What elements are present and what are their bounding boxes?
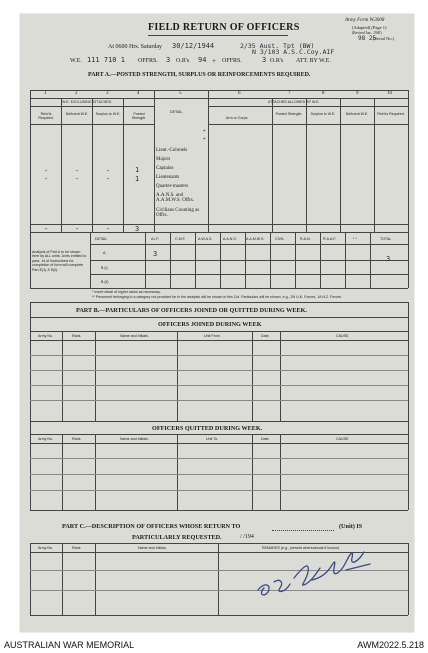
offrs-label-2: OFFRS.	[222, 58, 242, 64]
dash-mark: -	[75, 167, 80, 175]
left-col-head: Surplus to W.E.	[95, 112, 121, 116]
vline	[90, 232, 91, 288]
unit-blank	[272, 530, 334, 531]
part-b-top-rule	[30, 302, 408, 303]
part-c-col: Army No.	[38, 546, 53, 550]
quitted-col: Unit To.	[206, 437, 219, 441]
vline	[340, 98, 341, 232]
detail-row-label: B (i)	[101, 266, 108, 270]
detail-row-label: A.	[103, 251, 107, 255]
row-rule	[30, 370, 408, 371]
analysis-col: * *	[353, 237, 357, 241]
att-label: ATT. BY W.E.	[296, 58, 331, 64]
analysis-col: TOTAL	[380, 237, 392, 241]
quitted-title: OFFICERS QUITTED DURING WEEK.	[152, 425, 263, 432]
total-dash: -	[75, 225, 80, 233]
vline	[374, 98, 375, 232]
right-col-head: Rein'ts Required.	[377, 112, 405, 116]
vline	[30, 302, 31, 510]
attached-rule	[208, 106, 408, 107]
army-form-line3: (Revised Jan., 1940)	[352, 31, 382, 35]
vline	[61, 98, 62, 232]
archive-footer	[0, 636, 428, 653]
vline	[252, 331, 253, 421]
vline	[270, 232, 271, 288]
detail-row-label: DETAIL	[95, 237, 108, 241]
joined-col: Date.	[261, 334, 270, 338]
rule	[30, 443, 408, 444]
vline	[30, 543, 31, 615]
part-a-numrow-rule	[30, 98, 408, 99]
we-excl-label: W.E. EXCLUDING ATTACHED.	[62, 100, 113, 104]
row-rule	[30, 474, 408, 475]
joined-col: Name and Initials.	[120, 334, 149, 338]
plus-sign: +	[212, 57, 216, 65]
vline	[195, 232, 196, 288]
part-b-title: PART B.—PARTICULARS OF OFFICERS JOINED OR QUITTED DURING WEEK.	[76, 307, 307, 314]
detail-label: DETAIL.	[170, 110, 184, 114]
title-underline	[148, 35, 288, 36]
quitted-col: CAUSE.	[336, 437, 350, 441]
dash-mark: -	[106, 167, 111, 175]
dash-mark: -	[44, 167, 49, 175]
unit-value: 2/35 Aust. Tpt (BW)	[240, 42, 315, 50]
vline	[30, 90, 31, 288]
we-value: 111 710 1	[87, 56, 125, 64]
vline	[320, 232, 321, 288]
part-c-title-2: PARTICULARLY REQUESTED.	[132, 534, 222, 541]
serial-no-value: 98 25	[358, 35, 377, 42]
quitted-col: Date.	[261, 437, 270, 441]
total-posted: 3	[135, 225, 140, 233]
part-c-col: Rank.	[72, 546, 82, 550]
rank-label: Majors	[156, 157, 171, 162]
vline	[280, 331, 281, 421]
vline	[62, 434, 63, 510]
analysis-bi-rule	[90, 274, 408, 275]
vline	[370, 232, 371, 288]
col-number: 2	[75, 91, 78, 96]
rule	[30, 615, 408, 616]
analysis-col: A.W.A.S.	[198, 237, 213, 241]
asterisk: *	[203, 138, 206, 143]
army-form-line2: (Adapted) (Page 1)	[352, 25, 387, 30]
rank-label: Civilians Counting as Offrs.	[156, 208, 200, 218]
right-col-head: Surplus to W.E.	[310, 112, 336, 116]
at-prefix: At 0600 Hrs. Saturday	[108, 44, 162, 50]
vline	[408, 90, 409, 288]
ors-label-1: O.R's	[176, 58, 190, 64]
row-rule	[30, 385, 408, 386]
vline	[272, 98, 273, 232]
detail-row-label: B (ii)	[101, 280, 109, 284]
vline	[408, 302, 409, 510]
dash-mark: -	[75, 175, 80, 183]
col-number: 8	[322, 91, 325, 96]
rank-label: Captains	[156, 166, 174, 171]
handwritten-signature	[250, 538, 380, 600]
analysis-col: R.A.N.	[300, 237, 311, 241]
quitted-col: Name and Initials.	[120, 437, 149, 441]
serial-no-label: (Serial No.)	[373, 36, 395, 41]
vline	[177, 331, 178, 421]
dash-mark: -	[106, 175, 111, 183]
footnote-1: * Insert detail of higher ranks as necessary.	[92, 290, 161, 294]
rule	[30, 510, 408, 511]
date-blank: / /194	[240, 534, 254, 540]
analysis-col: A.A.N.S.	[223, 237, 237, 241]
left-col-head: Deficient W.E.	[65, 112, 89, 116]
vline	[123, 98, 124, 232]
joined-col: Unit From.	[204, 334, 221, 338]
body-bottom-rule	[30, 224, 408, 225]
analysis-col: A.I.F.	[151, 237, 160, 241]
vline	[95, 434, 96, 510]
analysis-head-rule	[90, 244, 408, 245]
part-c-col: REMARKS (e.g., present whereabouts if known)	[262, 546, 339, 550]
analysis-a-rule	[90, 260, 408, 261]
total-dash: -	[106, 225, 111, 233]
right-col-head: Arm or Corps.	[226, 116, 249, 120]
date-value: 30/12/1944	[172, 42, 215, 50]
form-title: FIELD RETURN OF OFFICERS	[148, 22, 300, 33]
offrs-label-1: OFFRS.	[138, 58, 158, 64]
posted-captains: 1	[135, 166, 140, 174]
rule	[30, 434, 408, 435]
part-a-top-rule	[30, 90, 408, 91]
vline	[62, 543, 63, 615]
rule	[30, 421, 408, 422]
joined-col: Army No.	[38, 334, 53, 338]
vline	[218, 543, 219, 615]
rank-label: Lieut.-Colonels	[156, 148, 188, 153]
vline	[62, 331, 63, 421]
vline	[408, 543, 409, 615]
right-head-rule	[208, 124, 408, 125]
quitted-col: Rank.	[72, 437, 82, 441]
analysis-aif-value: 3	[153, 250, 158, 258]
asterisk: *	[203, 130, 206, 135]
vline	[220, 232, 221, 288]
vline	[95, 543, 96, 615]
vline	[170, 232, 171, 288]
row-rule	[30, 458, 408, 459]
joined-col: CAUSE.	[336, 334, 350, 338]
col-number: 9	[356, 91, 359, 96]
vline	[295, 232, 296, 288]
footnote-2: ** Personnel belonging to a category not provided for in the analysis will be shown in this Col. Particulars will be shown, e.g., 2N U.K. Forces, 1A N.Z. Forces.	[92, 295, 343, 299]
vline	[208, 90, 209, 232]
totals-rule	[30, 232, 408, 233]
col-number: 3	[106, 91, 109, 96]
part-c-title-1: PART C.—DESCRIPTION OF OFFICERS WHOSE RETURN TO	[62, 523, 241, 530]
dash-mark: -	[44, 175, 49, 183]
rule	[30, 331, 408, 332]
vline	[177, 434, 178, 510]
vline	[252, 434, 253, 510]
vline	[95, 331, 96, 421]
right-col-head: Posted Strength.	[275, 112, 303, 116]
quitted-col: Army No.	[38, 437, 53, 441]
analysis-total-value: 3	[386, 255, 391, 263]
we2-value: N 3/103 A.S.C.Coy.AIF	[252, 48, 335, 56]
vline	[145, 232, 146, 288]
archive-id: AWM2022.5.218	[357, 640, 424, 650]
ors-value-1: 94	[198, 56, 207, 64]
row-rule	[30, 400, 408, 401]
part-c-col: Name and Initials.	[138, 546, 167, 550]
col-number: 4	[137, 91, 140, 96]
vline	[92, 98, 93, 232]
part-a-title: PART A.—POSTED STRENGTH, SURPLUS OR REINFORCEMENTS REQUIRED.	[88, 72, 311, 78]
analysis-col: CIVIL.	[275, 237, 285, 241]
col-number: 7	[288, 91, 291, 96]
analysis-col: R.A.A.F.	[323, 237, 337, 241]
analysis-note: Analysis of Part A to be shown here by ALL units. Units entitled to para. 14 of instructions for completion of form will complete Part E(1) & E(ii).	[32, 250, 87, 272]
right-col-head: Deficient W.E.	[345, 112, 369, 116]
rule	[30, 340, 408, 341]
attached-label: ATTACHED ALLOWED BY W.E.	[268, 100, 320, 104]
rank-label: Lieutenants	[156, 175, 180, 180]
col-number: 10	[387, 91, 392, 96]
vline	[154, 90, 155, 232]
army-form-line1: Army Form W.3008	[345, 18, 385, 23]
row-rule	[30, 355, 408, 356]
vline	[345, 232, 346, 288]
rank-label: Quarter-masters	[156, 184, 189, 189]
vline	[280, 434, 281, 510]
analysis-bottom-rule	[30, 288, 408, 289]
col-number: 1	[44, 91, 47, 96]
col-number: 5	[179, 91, 182, 96]
joined-title: OFFICERS JOINED DURING WEEK	[158, 321, 262, 328]
col-number: 6	[238, 91, 241, 96]
analysis-col: C.M.F.	[175, 237, 186, 241]
analysis-col: A.A.M.W.S.	[246, 237, 265, 241]
left-col-head: Posted Strength.	[131, 112, 147, 120]
row-rule	[30, 490, 408, 491]
rank-label: A.A.N.S. and A.A.M.W.S. Offrs.	[156, 193, 194, 203]
unit-is-label: (Unit) IS	[339, 523, 363, 530]
offrs-value-1: 3	[166, 56, 171, 64]
ors-label-2: O.R's	[270, 58, 284, 64]
rule	[30, 317, 408, 318]
ors-value-2: 3	[262, 56, 267, 64]
vline	[306, 98, 307, 232]
joined-col: Rank.	[72, 334, 82, 338]
we-label: W.E.	[70, 58, 82, 64]
archive-name: AUSTRALIAN WAR MEMORIAL	[4, 640, 135, 650]
posted-lieutenants: 1	[135, 175, 140, 183]
total-dash: -	[44, 225, 49, 233]
left-col-head: Rein'ts Required.	[38, 112, 54, 120]
